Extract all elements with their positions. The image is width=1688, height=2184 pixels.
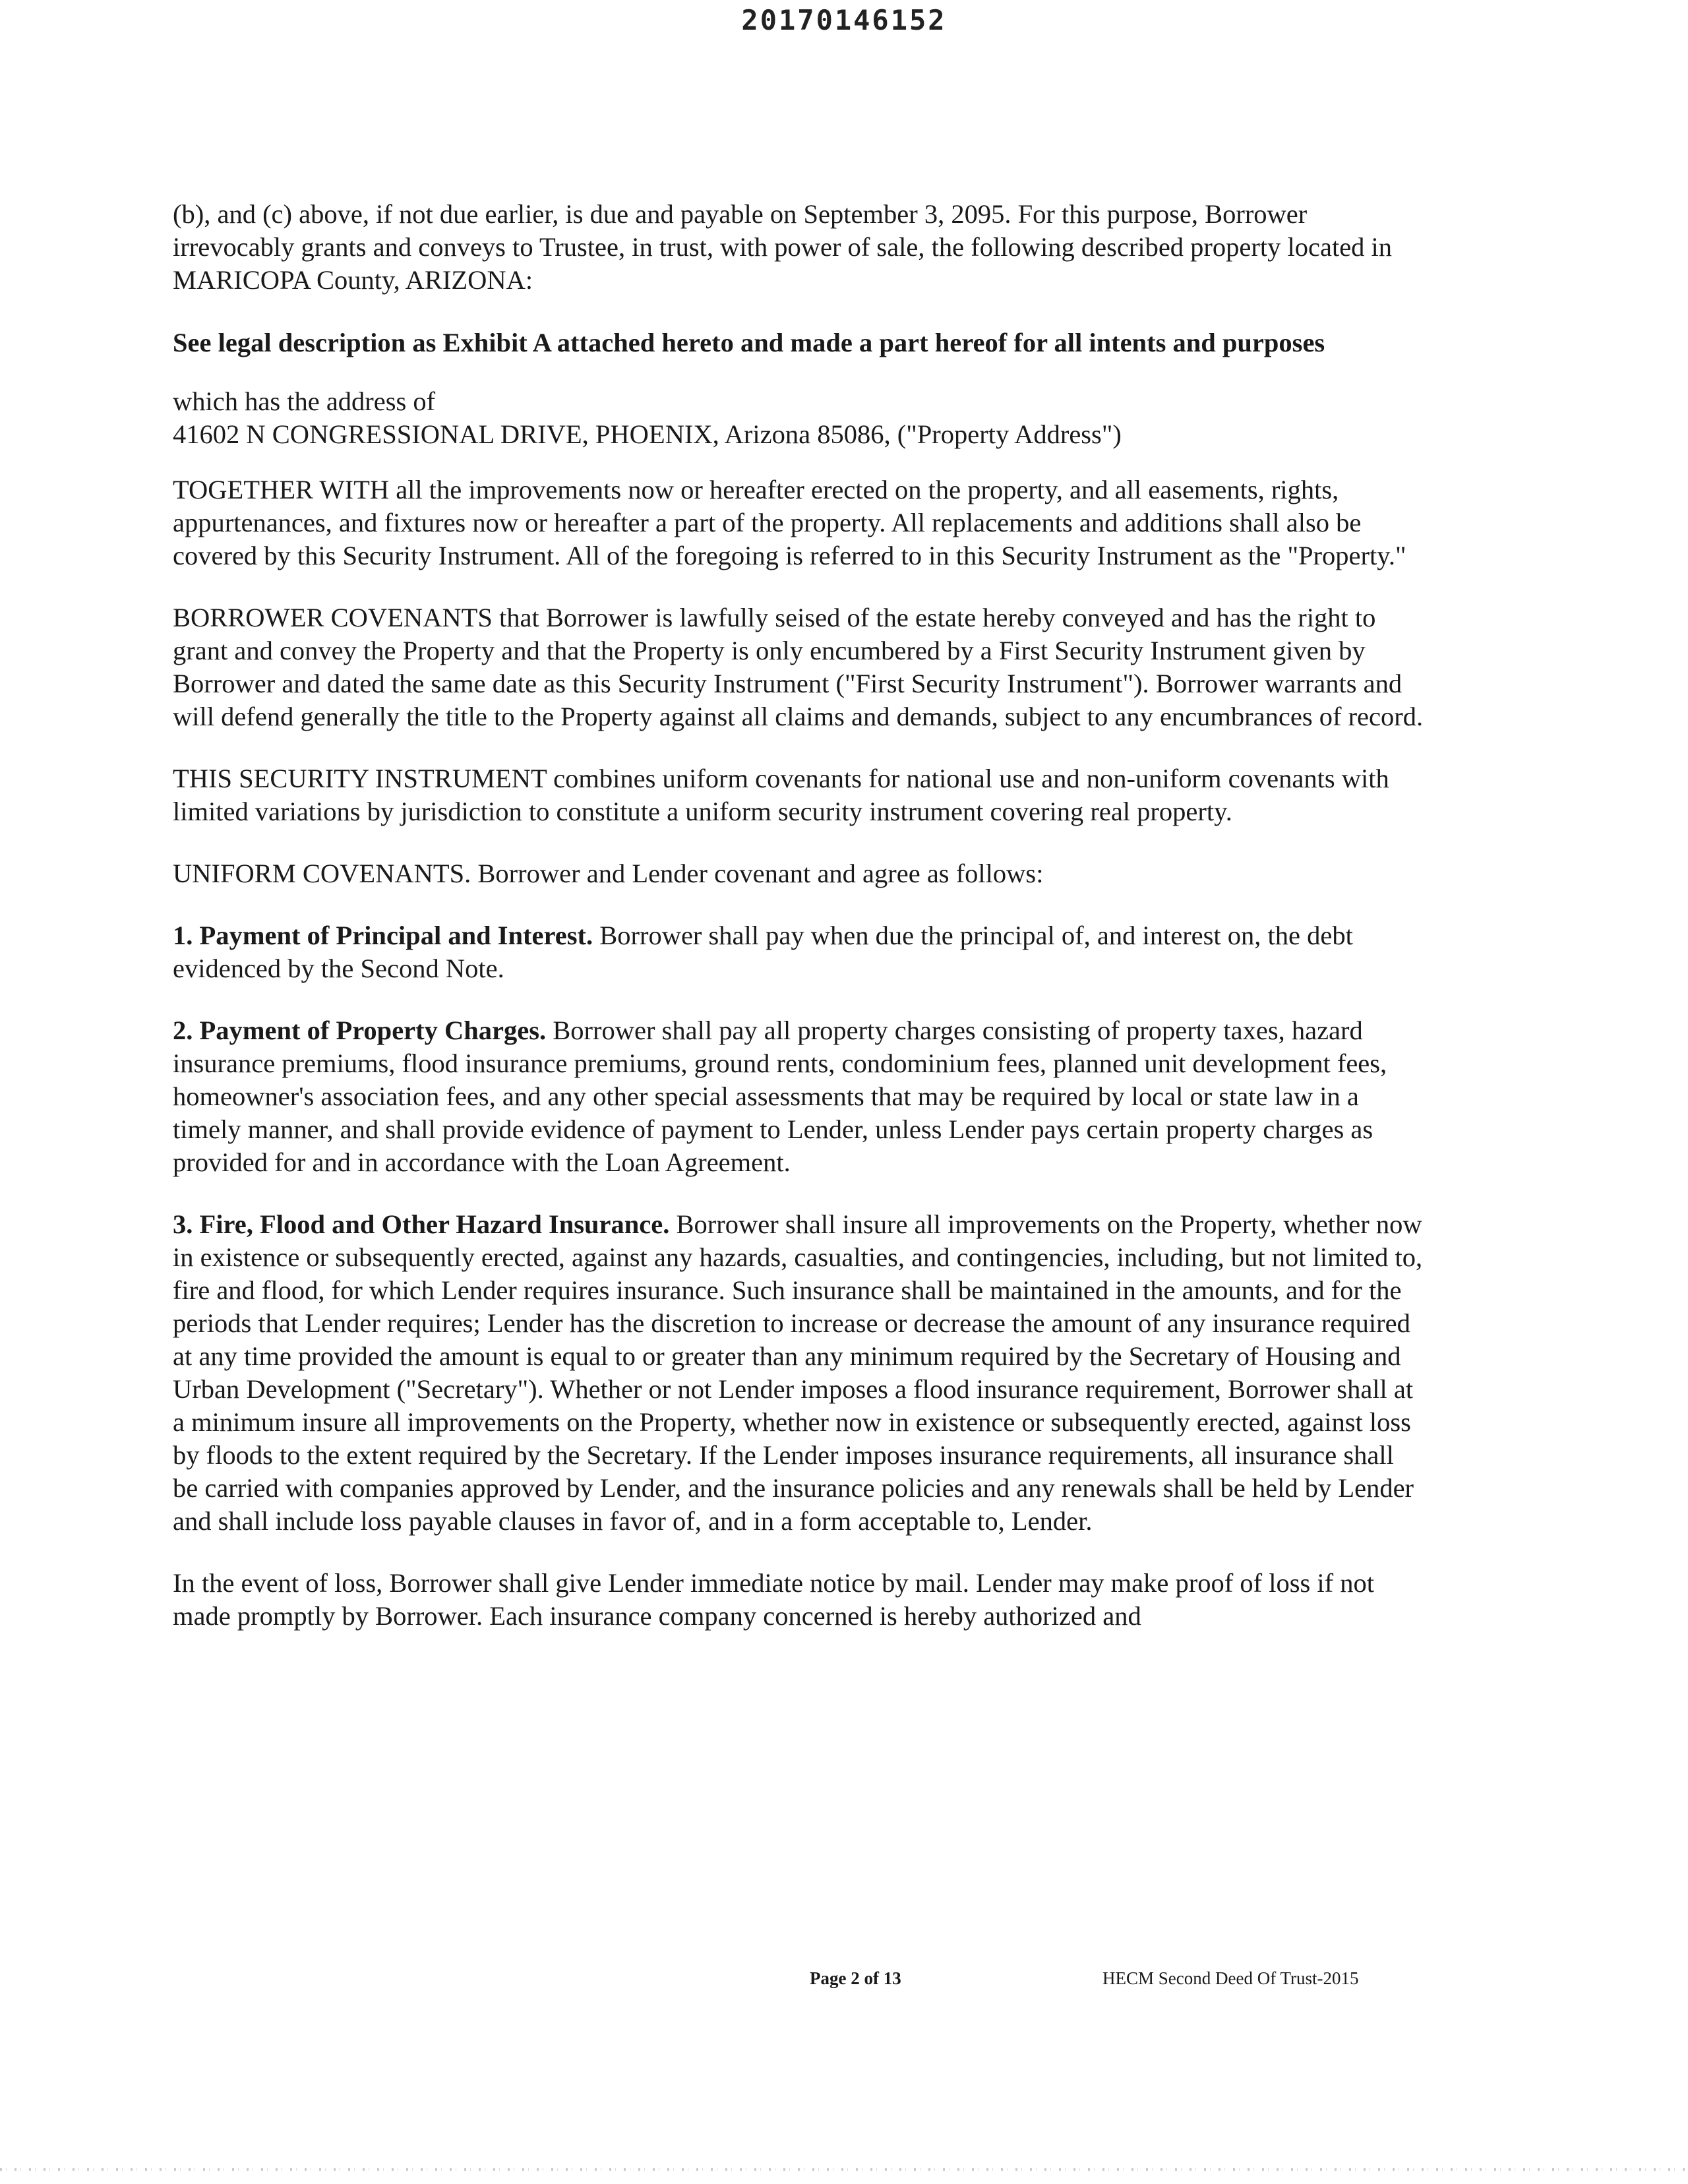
- section-2-paragraph: [173, 1014, 1426, 1179]
- section-2-heading: 2. Payment of Property Charges.: [173, 1016, 547, 1045]
- scan-edge-artifact: [0, 2168, 1688, 2171]
- intro-paragraph: (b), and (c) above, if not due earlier, is due and payable on September 3, 2095. For this purpose, Borrower irrevocably grants and conveys to Trustee, in trust, with power of sale, the following described property located in MARICOPA County, ARIZONA:: [173, 199, 1393, 295]
- page-footer: [0, 1968, 1688, 1995]
- section-1-paragraph: [173, 919, 1426, 985]
- page-number: Page 2 of 13: [810, 1968, 901, 1988]
- section-3-heading: 3. Fire, Flood and Other Hazard Insurance.: [173, 1209, 670, 1239]
- section-1-heading: 1. Payment of Principal and Interest.: [173, 921, 593, 950]
- section-3-paragraph: [173, 1208, 1426, 1538]
- uniform-covenants-paragraph: UNIFORM COVENANTS. Borrower and Lender covenant and agree as follows:: [173, 859, 1044, 888]
- together-with-paragraph: TOGETHER WITH all the improvements now or hereafter erected on the property, and all easements, rights, appurtenances, and fixtures now or hereafter a part of the property. All replacements and additions shall also be covered by this Security Instrument. All of the foregoing is referred to in this Security Instrument as the "Property.": [173, 475, 1406, 570]
- section-1-text: Borrower shall pay when due the principal of, and interest on, the debt evidenced by the Second Note.: [173, 921, 1353, 983]
- section-2-text: Borrower shall pay all property charges consisting of property taxes, hazard insurance premiums, flood insurance premiums, ground rents, condominium fees, planned unit development fees, homeowner's association fees, and any other special assessments that may be required by local or state law in a timely manner, and shall provide evidence of payment to Lender, unless Lender pays certain property charges as provided for and in accordance with the Loan Agreement.: [173, 1016, 1387, 1177]
- section-3-text: Borrower shall insure all improvements on the Property, whether now in existence or subsequently erected, against any hazards, casualties, and contingencies, including, but not limited to, fire and flood, for which Lender requires insurance. Such insurance shall be maintained in the amounts, and for the periods that Lender requires; Lender has the discretion to increase or decrease the amount of any insurance required at any time provided the amount is equal to or greater than any minimum required by the Secretary of Housing and Urban Development ("Secretary"). Whether or not Lender imposes a flood insurance requirement, Borrower shall at a minimum insure all improvements on the Property, whether now in existence or subsequently erected, against loss by floods to the extent required by the Secretary. If the Lender imposes insurance requirements, all insurance shall be carried with companies approved by Lender, and the insurance policies and any renewals shall be held by Lender and shall include loss payable clauses in favor of, and in a form acceptable to, Lender.: [173, 1209, 1423, 1536]
- address-intro: which has the address of: [173, 386, 436, 416]
- loss-paragraph: In the event of loss, Borrower shall give Lender immediate notice by mail. Lender may make proof of loss if not made promptly by Borrower. Each insurance company concerned is hereby authorized and: [173, 1568, 1374, 1631]
- address-block: [173, 385, 1426, 451]
- borrower-covenants-paragraph: BORROWER COVENANTS that Borrower is lawfully seised of the estate hereby conveyed and has the right to grant and convey the Property and that the Property is only encumbered by a First Security Instrument given by Borrower and dated the same date as this Security Instrument ("First Security Instrument"). Borrower warrants and will defend generally the title to the Property against all claims and demands, subject to any encumbrances of record.: [173, 603, 1424, 731]
- legal-description: See legal description as Exhibit A attached hereto and made a part hereof for all intents and purposes: [173, 328, 1325, 357]
- property-address: 41602 N CONGRESSIONAL DRIVE, PHOENIX, Arizona 85086, ("Property Address"): [173, 419, 1122, 449]
- recording-number: 20170146152: [741, 4, 947, 36]
- security-instrument-paragraph: THIS SECURITY INSTRUMENT combines uniform covenants for national use and non-uniform covenants with limited variations by jurisdiction to constitute a uniform security instrument covering real property.: [173, 764, 1389, 826]
- form-identifier: HECM Second Deed Of Trust-2015: [1102, 1968, 1359, 1988]
- document-body: [173, 198, 1426, 1662]
